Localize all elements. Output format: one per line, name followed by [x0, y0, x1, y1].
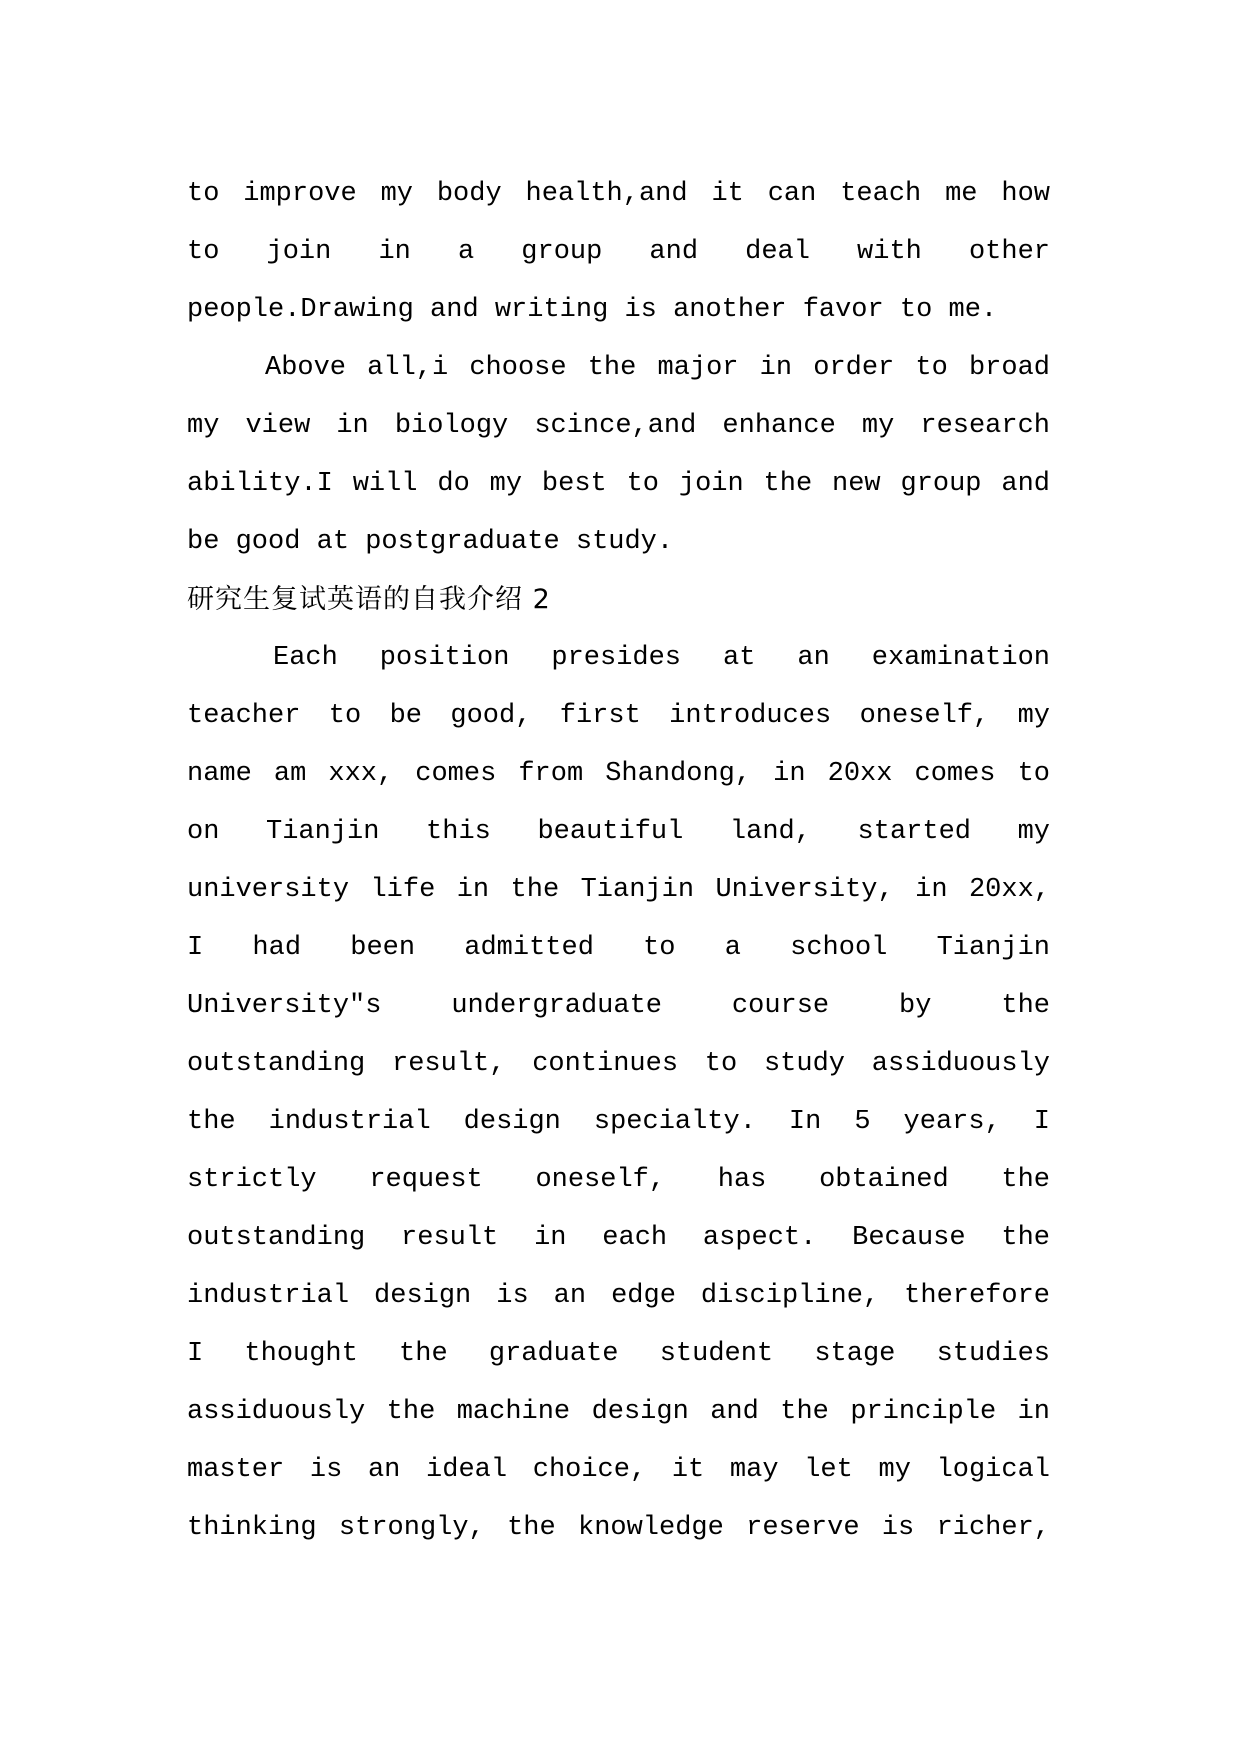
text-line: outstanding result in each aspect. Because the	[187, 1223, 1050, 1253]
text-line: assiduously the machine design and the principle in	[187, 1397, 1050, 1427]
text-line: name am xxx, comes from Shandong, in 20xx comes to	[187, 759, 1050, 789]
text-line: industrial design is an edge discipline, therefore	[187, 1281, 1050, 1311]
section-heading: 研究生复试英语的自我介绍 2	[187, 584, 551, 615]
text-line: I had been admitted to a school Tianjin	[187, 933, 1050, 963]
text-line: people.Drawing and writing is another favor to me.	[187, 295, 998, 325]
text-line: outstanding result, continues to study assiduously	[187, 1049, 1050, 1079]
text-line: to improve my body health,and it can teach me how	[187, 179, 1050, 209]
text-line: Above all,i choose the major in order to broad	[265, 353, 1050, 383]
text-line: university life in the Tianjin University, in 20xx,	[187, 875, 1050, 905]
text-line: Each position presides at an examination	[273, 643, 1050, 673]
text-line: be good at postgraduate study.	[187, 527, 674, 557]
text-line: the industrial design specialty. In 5 years, I	[187, 1107, 1050, 1137]
text-line: University"s undergraduate course by the	[187, 991, 1050, 1021]
text-line: my view in biology scince,and enhance my research	[187, 411, 1050, 441]
text-line: strictly request oneself, has obtained the	[187, 1165, 1050, 1195]
text-line: to join in a group and deal with other	[187, 237, 1050, 267]
text-line: master is an ideal choice, it may let my logical	[187, 1455, 1050, 1485]
text-line: ability.I will do my best to join the new group and	[187, 469, 1050, 499]
text-line: teacher to be good, first introduces oneself, my	[187, 701, 1050, 731]
text-block	[187, 165, 1050, 1557]
text-line: on Tianjin this beautiful land, started my	[187, 817, 1050, 847]
text-line: thinking strongly, the knowledge reserve is richer,	[187, 1513, 1050, 1543]
text-line: I thought the graduate student stage studies	[187, 1339, 1050, 1369]
